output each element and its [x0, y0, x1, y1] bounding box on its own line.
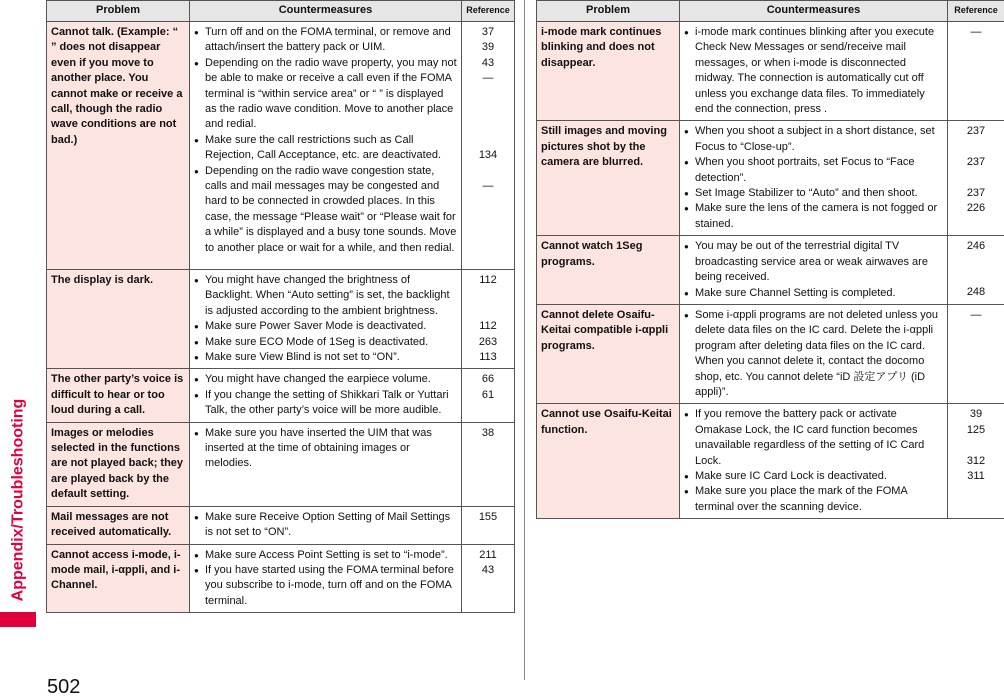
table-row: [47, 270, 515, 369]
reference-page: 43: [481, 56, 495, 69]
countermeasures-cell: [190, 22, 462, 270]
countermeasure-item: [194, 273, 457, 319]
countermeasure-text: Set Image Stabilizer to “Auto” and then shoot.: [695, 187, 918, 200]
countermeasure-text: Make sure Access Point Setting is set to “i-mode”.: [205, 548, 448, 561]
countermeasure-text: Turn off and on the FOMA terminal, or remove and attach/insert the battery pack or UIM.: [205, 26, 451, 54]
countermeasure-text: Make sure ECO Mode of 1Seg is deactivated.: [205, 335, 429, 348]
reference-page: 39: [969, 408, 983, 421]
reference-cell: [948, 236, 1004, 305]
countermeasure-item: [684, 484, 943, 515]
reference-cell: [948, 22, 1004, 121]
problem-cell: Cannot access i-mode, i-mode mail, i-αppli, and i-Channel.: [47, 544, 190, 613]
table-row: [537, 304, 1004, 403]
reference-page: [464, 102, 512, 117]
reference-cell: [948, 304, 1004, 403]
countermeasure-item: [194, 372, 457, 387]
bullet-icon: ●: [194, 322, 199, 332]
countermeasure-text: Make sure Power Saver Mode is deactivated.: [205, 320, 427, 333]
reference-page: [950, 171, 1002, 186]
reference-page: 66: [481, 373, 495, 386]
bullet-icon: ●: [194, 550, 199, 560]
column-divider: [524, 0, 525, 680]
header-countermeasures: Countermeasures: [190, 1, 462, 22]
countermeasure-text: i-mode mark continues blinking after you execute Check New Messages or send/receive mail messages, or when i-mode is disconnected midway. The connection is automatically cut off unless you exchange data files. To immediately end the connection, press .: [695, 26, 935, 116]
bullet-icon: ●: [194, 512, 199, 522]
countermeasure-item: [194, 563, 457, 609]
countermeasure-item: [194, 548, 457, 563]
table-row: [537, 121, 1004, 236]
page-number: 502: [47, 676, 81, 698]
bullet-icon: ●: [194, 166, 199, 176]
countermeasure-item: [684, 124, 943, 155]
bullet-icon: ●: [684, 28, 689, 37]
countermeasure-item: [194, 164, 457, 256]
reference-page: 37: [481, 26, 495, 38]
header-countermeasures: Countermeasures: [680, 1, 948, 22]
reference-page: 237: [966, 156, 986, 169]
countermeasure-item: [194, 426, 457, 472]
reference-page: —: [970, 26, 982, 38]
header-problem: Problem: [47, 1, 190, 22]
table-row: [537, 22, 1004, 121]
reference-page: 237: [966, 125, 986, 138]
reference-page: 226: [966, 202, 986, 215]
countermeasure-item: [194, 510, 457, 541]
bullet-icon: ●: [194, 390, 199, 400]
countermeasure-item: [684, 308, 943, 400]
section-title: Appendix/Troubleshooting: [9, 398, 26, 602]
header-reference: Reference: [948, 1, 1004, 22]
problem-cell: The other party’s voice is difficult to hear or too loud during a call.: [47, 369, 190, 422]
problem-cell: Still images and moving pictures shot by the camera are blurred.: [537, 121, 680, 236]
reference-page: 43: [481, 563, 495, 576]
bullet-icon: ●: [684, 310, 689, 320]
reference-page: 112: [479, 320, 497, 333]
countermeasure-item: [194, 350, 457, 365]
problem-cell: The display is dark.: [47, 270, 190, 369]
countermeasure-item: [194, 25, 457, 56]
header-problem: Problem: [537, 1, 680, 22]
reference-page: 246: [966, 240, 986, 253]
bullet-icon: ●: [194, 276, 199, 285]
countermeasure-item: [684, 25, 943, 117]
problem-cell: i-mode mark continues blinking and does not disappear.: [537, 22, 680, 121]
problem-cell: Images or melodies selected in the functions are not played back; they are played back by the default setting.: [47, 422, 190, 506]
reference-cell: [462, 544, 515, 613]
table-row: [47, 369, 515, 422]
table-row: [537, 236, 1004, 305]
countermeasure-text: Make sure IC Card Lock is deactivated.: [695, 469, 887, 482]
bullet-icon: ●: [684, 158, 689, 168]
countermeasures-cell: [680, 304, 948, 403]
reference-page: 211: [479, 548, 497, 561]
troubleshooting-table-left: [46, 0, 515, 613]
bullet-icon: ●: [684, 204, 689, 214]
countermeasures-cell: [190, 369, 462, 422]
reference-page: 312: [966, 454, 986, 467]
countermeasures-cell: [190, 506, 462, 544]
bullet-icon: ●: [684, 471, 689, 481]
reference-page: —: [482, 72, 494, 85]
reference-cell: [462, 369, 515, 422]
countermeasure-item: [194, 388, 457, 419]
bullet-icon: ●: [194, 28, 199, 37]
bullet-icon: ●: [194, 375, 199, 385]
bullet-icon: ●: [684, 487, 689, 497]
countermeasure-text: Make sure View Blind is not set to “ON”.: [205, 351, 400, 364]
table-row: [47, 22, 515, 270]
countermeasure-item: [684, 286, 943, 301]
countermeasure-item: [194, 56, 457, 133]
problem-cell: Cannot watch 1Seg programs.: [537, 236, 680, 305]
reference-page: [950, 255, 1002, 270]
bullet-icon: ●: [194, 353, 199, 363]
countermeasure-text: Depending on the radio wave property, you may not be able to make or receive a call even if the FOMA terminal is “within service area” or “ ” is displayed as the radio wave condition. Move to another place and redial.: [205, 56, 457, 131]
countermeasures-cell: [680, 121, 948, 236]
countermeasure-text: You may be out of the terrestrial digital TV broadcasting service area or weak airwaves are being received.: [695, 240, 928, 284]
countermeasures-cell: [680, 22, 948, 121]
countermeasures-cell: [190, 544, 462, 613]
reference-page: —: [482, 179, 494, 192]
reference-page: —: [970, 308, 982, 321]
countermeasure-item: [194, 335, 457, 350]
countermeasure-item: [684, 407, 943, 469]
countermeasure-text: You might have changed the earpiece volume.: [205, 373, 431, 386]
problem-cell: Mail messages are not received automatically.: [47, 506, 190, 544]
troubleshooting-table-right: [536, 0, 1004, 519]
bullet-icon: ●: [194, 428, 199, 438]
bullet-icon: ●: [684, 288, 689, 298]
reference-page: 113: [479, 350, 497, 363]
reference-page: [950, 438, 1002, 453]
countermeasure-text: Make sure Receive Option Setting of Mail Settings is not set to “ON”.: [205, 510, 451, 539]
countermeasure-text: Make sure Channel Setting is completed.: [695, 286, 896, 299]
reference-page: 248: [966, 286, 986, 299]
problem-cell: Cannot delete Osaifu-Keitai compatible i-αppli programs.: [537, 304, 680, 403]
countermeasure-item: [684, 469, 943, 484]
countermeasures-cell: [190, 270, 462, 369]
countermeasure-text: Make sure you place the mark of the FOMA terminal over the scanning device.: [695, 485, 908, 513]
reference-page: [464, 164, 512, 179]
header-reference: Reference: [462, 1, 515, 22]
reference-page: [464, 288, 512, 303]
countermeasure-item: [684, 155, 943, 186]
section-tab-marker: [0, 612, 36, 627]
countermeasure-text: You might have changed the brightness of Backlight. When “Auto setting” is set, the backlight is adjusted according to the ambient brightness.: [205, 274, 450, 317]
reference-page: 134: [478, 149, 498, 162]
countermeasures-cell: [680, 236, 948, 305]
countermeasure-item: [684, 239, 943, 285]
bullet-icon: ●: [194, 58, 199, 68]
table-row: [47, 544, 515, 613]
countermeasure-item: [684, 201, 943, 232]
reference-cell: [462, 22, 515, 270]
reference-page: 61: [481, 388, 495, 401]
countermeasure-text: If you remove the battery pack or activate Omakase Lock, the IC card function becomes unavailable regardless of the setting of IC Card Lock.: [695, 408, 925, 467]
reference-cell: [948, 404, 1004, 519]
countermeasure-text: If you change the setting of Shikkari Talk or Yuttari Talk, the other party’s voice will be more audible.: [205, 388, 449, 417]
problem-cell: Cannot use Osaifu-Keitai function.: [537, 404, 680, 519]
reference-page: [464, 133, 512, 148]
countermeasure-text: When you shoot a subject in a short distance, set Focus to “Close-up”.: [695, 125, 935, 153]
table-row: [47, 506, 515, 544]
bullet-icon: ●: [684, 410, 689, 420]
reference-page: 155: [478, 510, 498, 523]
bullet-icon: ●: [194, 565, 199, 575]
bullet-icon: ●: [194, 135, 199, 145]
reference-page: 237: [966, 187, 986, 199]
reference-page: [464, 304, 512, 319]
table-row: [47, 422, 515, 506]
section-sidebar-label: [0, 370, 36, 630]
countermeasure-text: When you shoot portraits, set Focus to “Face detection”.: [695, 156, 915, 184]
countermeasures-cell: [190, 422, 462, 506]
reference-page: 112: [479, 274, 497, 286]
countermeasure-text: Make sure the call restrictions such as Call Rejection, Call Acceptance, etc. are deactivated.: [205, 133, 442, 162]
reference-page: 38: [481, 426, 495, 439]
reference-page: 263: [478, 335, 498, 348]
reference-page: [464, 117, 512, 132]
countermeasure-text: If you have started using the FOMA terminal before you subscribe to i-mode, turn off and on the FOMA terminal.: [205, 563, 454, 607]
reference-cell: [462, 270, 515, 369]
reference-cell: [948, 121, 1004, 236]
reference-page: 39: [481, 41, 495, 54]
countermeasure-item: [194, 133, 457, 164]
reference-page: 311: [967, 469, 985, 482]
reference-page: [950, 270, 1002, 285]
bullet-icon: ●: [194, 337, 199, 347]
reference-page: 125: [966, 423, 986, 436]
countermeasure-text: Make sure you have inserted the UIM that was inserted at the time of obtaining images or melodies.: [205, 426, 432, 470]
table-row: [537, 404, 1004, 519]
countermeasure-item: [194, 319, 457, 334]
bullet-icon: ●: [684, 242, 689, 252]
reference-cell: [462, 506, 515, 544]
bullet-icon: ●: [684, 189, 689, 199]
problem-cell: Cannot talk. (Example: “ ” does not disappear even if you move to another place. You cannot make or receive a call, though the radio wave conditions are not bad.): [47, 22, 190, 270]
bullet-icon: ●: [684, 127, 689, 137]
reference-page: [464, 87, 512, 102]
countermeasure-text: Some i-αppli programs are not deleted unless you delete data files on the IC card. Delete the i-αppli program after deleting data files on the IC card. When you cannot delete it, contact the docomo shop, etc. You cannot delete “iD 設定アプリ (iD appli)”.: [695, 308, 938, 398]
countermeasure-item: [684, 186, 943, 201]
countermeasures-cell: [680, 404, 948, 519]
countermeasure-text: Depending on the radio wave congestion state, calls and mail messages may be congested and hard to be connected in crowded places. In this case, the message “Please wait” or “Please wait for a while” is displayed and a busy tone sounds. Move to another place or wait for a while, and then redial.: [205, 164, 457, 254]
reference-page: [950, 140, 1002, 155]
reference-cell: [462, 422, 515, 506]
countermeasure-text: Make sure the lens of the camera is not fogged or stained.: [695, 202, 938, 230]
